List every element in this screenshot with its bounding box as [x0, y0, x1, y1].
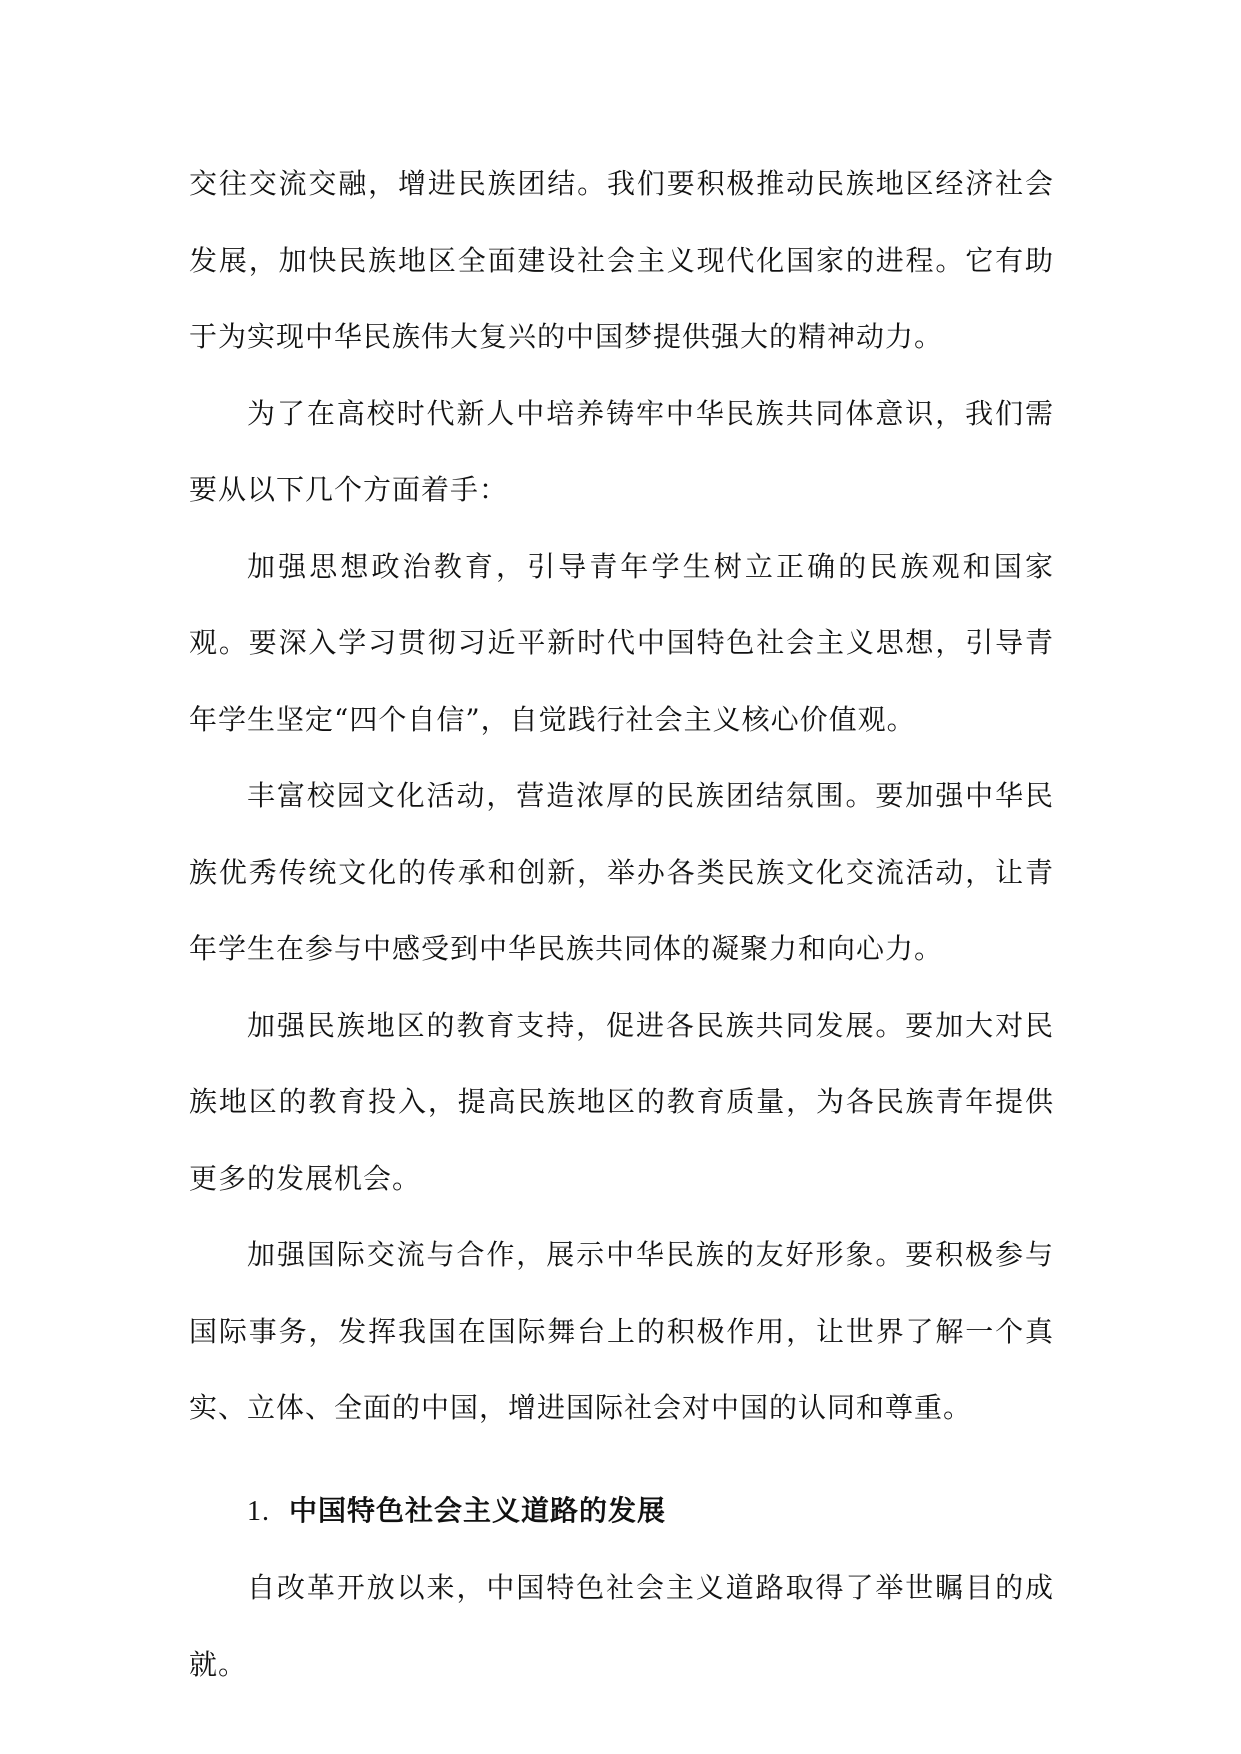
section-number: 1.	[247, 1495, 270, 1527]
paragraph-continuation: 交往交流交融，增进民族团结。我们要积极推动民族地区经济社会发展，加快民族地区全面建设社会主义现代化国家的进程。它有助于为实现中华民族伟大复兴的中国梦提供强大的精神动力。	[189, 167, 1054, 353]
paragraph-political-education: 加强思想政治教育，引导青年学生树立正确的民族观和国家观。要深入学习贯彻习近平新时代中国特色社会主义思想，引导青年学生坚定“四个自信”，自觉践行社会主义核心价值观。	[189, 549, 1054, 736]
paragraph-intro: 为了在高校时代新人中培养铸牢中华民族共同体意识，我们需要从以下几个方面着手：	[189, 396, 1054, 506]
paragraph-campus-culture: 丰富校园文化活动，营造浓厚的民族团结氛围。要加强中华民族优秀传统文化的传承和创新，举办各类民族文化交流活动，让青年学生在参与中感受到中华民族共同体的凝聚力和向心力。	[189, 779, 1054, 965]
paragraph-education-support: 加强民族地区的教育支持，促进各民族共同发展。要加大对民族地区的教育投入，提高民族地区的教育质量，为各民族青年提供更多的发展机会。	[189, 1008, 1054, 1195]
paragraph-international-exchange: 加强国际交流与合作，展示中华民族的友好形象。要积极参与国际事务，发挥我国在国际舞台上的积极作用，让世界了解一个真实、立体、全面的中国，增进国际社会对中国的认同和尊重。	[189, 1238, 1054, 1424]
section-heading	[189, 1473, 1054, 1551]
paragraph-section-start: 自改革开放以来，中国特色社会主义道路取得了举世瞩目的成就。	[189, 1571, 1054, 1681]
document-body	[189, 146, 1054, 1703]
section-title: 中国特色社会主义道路的发展	[289, 1493, 667, 1527]
